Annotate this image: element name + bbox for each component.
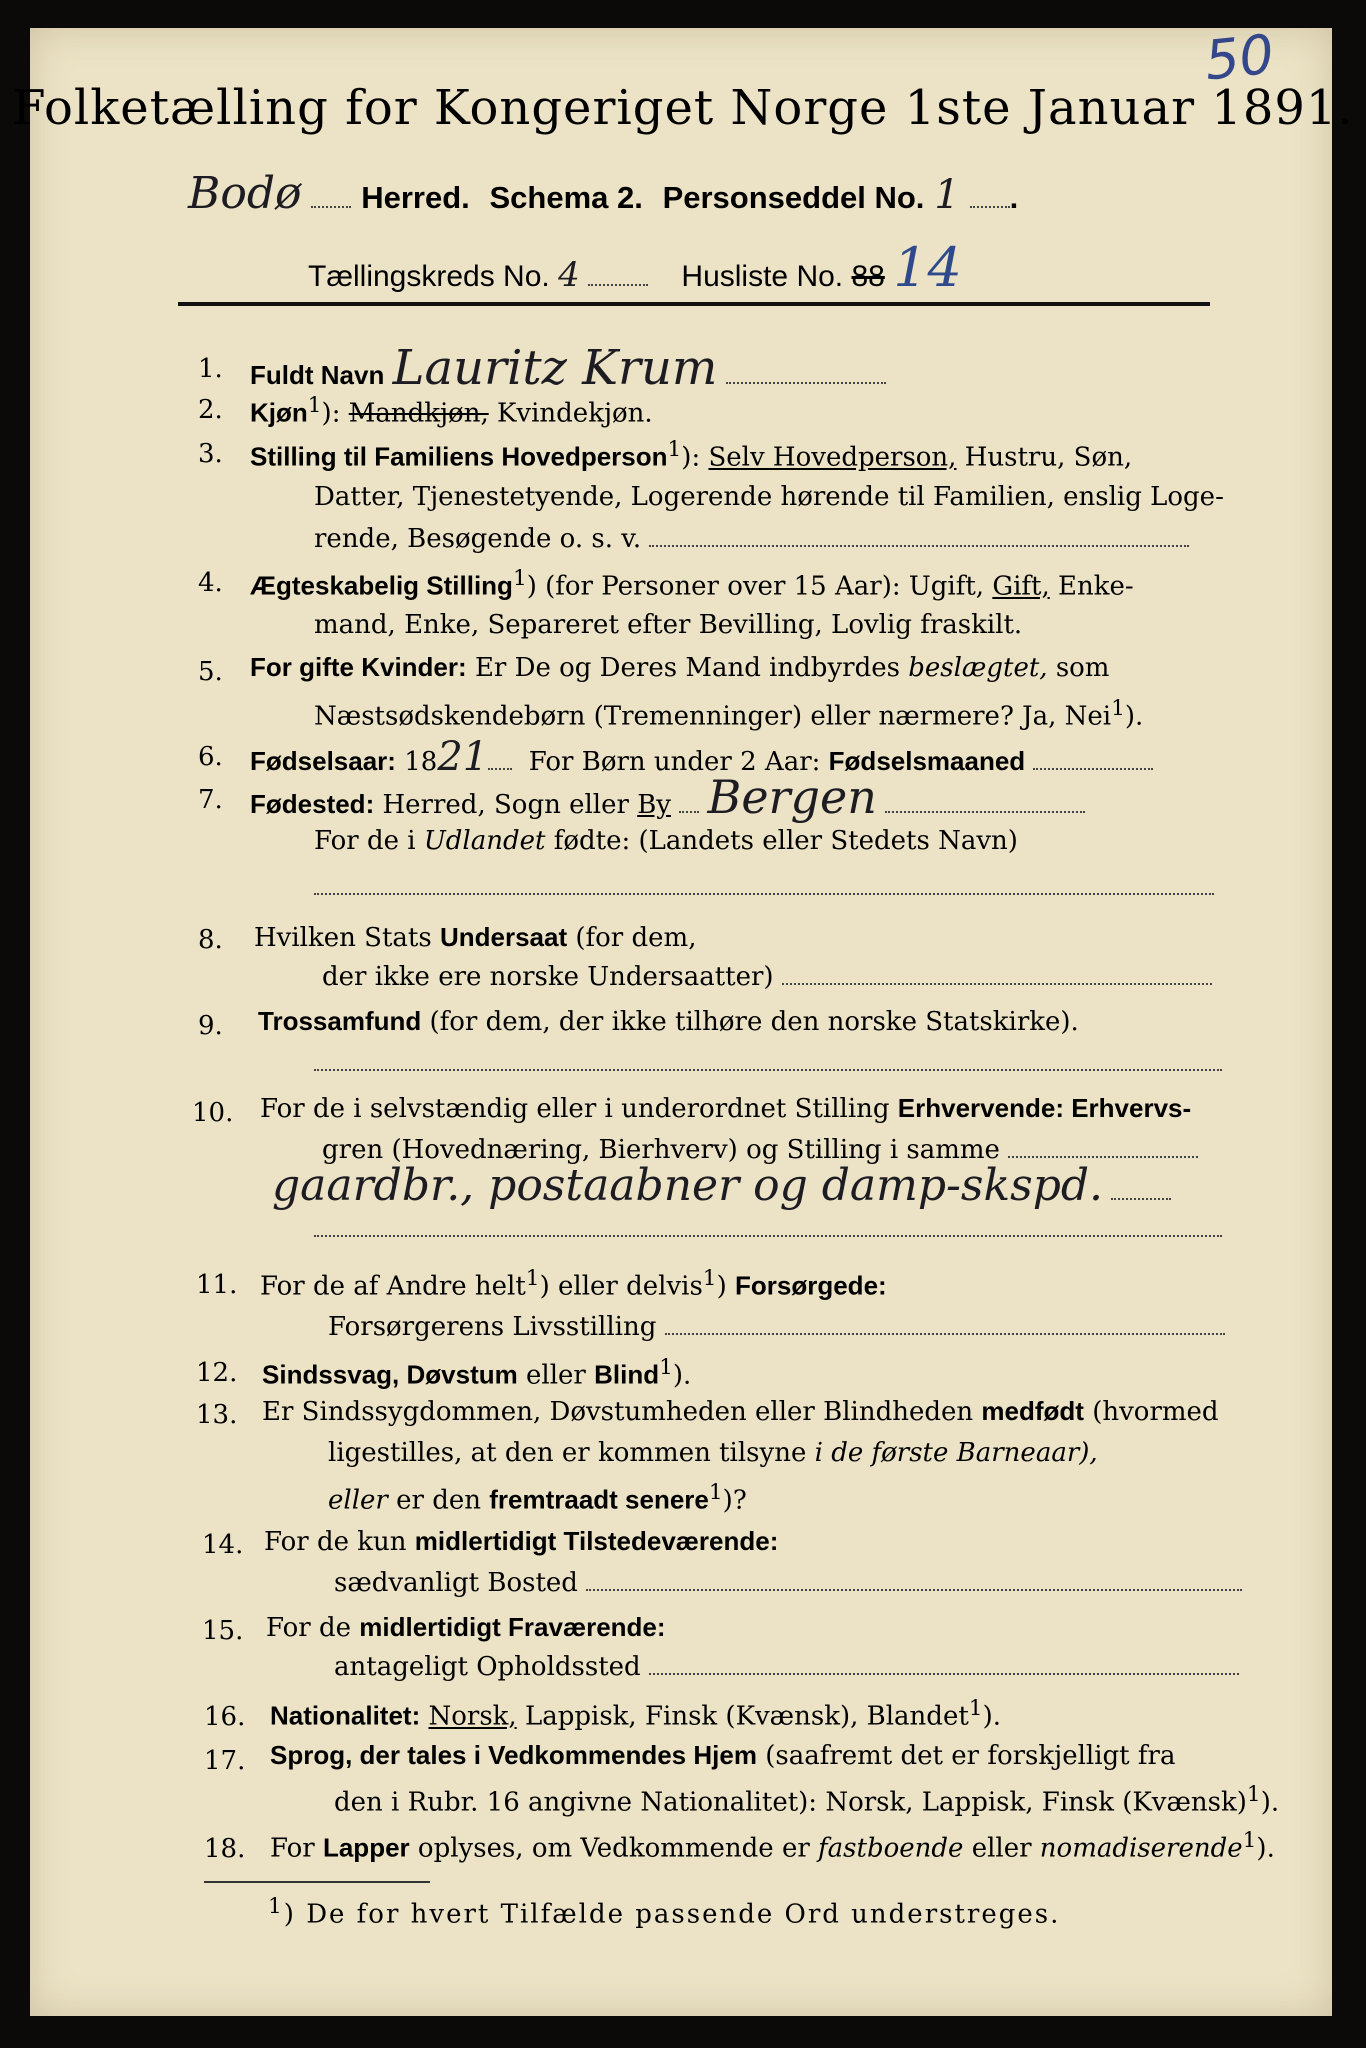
herred-value: Bodø <box>188 168 302 219</box>
form-title: Folketælling for Kongeriget Norge 1ste Januar 1891. <box>12 80 1354 136</box>
q2-label: Kjøn <box>250 397 308 428</box>
q13-tail: (hvormed <box>1092 1397 1219 1427</box>
q8-row <box>254 922 696 953</box>
q3-line-2: Datter, Tjenestetyende, Logerende hørende til Familien, enslig Loge- <box>314 482 1224 512</box>
q8-label: Undersaat <box>439 922 568 952</box>
q7-label: Fødested: <box>250 789 375 819</box>
q12-number: 12. <box>196 1358 238 1388</box>
q3-label: Stilling til Familiens Hovedperson <box>250 441 668 472</box>
personseddel-label: Personseddel No. <box>662 180 925 215</box>
q8-text: Hvilken Stats <box>254 923 432 953</box>
header-rule <box>178 302 1210 306</box>
q15-text: For de <box>266 1613 351 1643</box>
q15-line-2-text: antageligt Opholdssted <box>334 1652 641 1682</box>
header-line-1: Bodø Herred. Schema 2. Personseddel No. 1 . <box>188 168 1019 219</box>
q12-row: Sindssvag, Døvstum eller Blind$^1$). <box>262 1355 692 1391</box>
q16-rest: Lappisk, Finsk (Kvænsk), Blandet <box>524 1701 969 1732</box>
q10-number: 10. <box>192 1098 234 1128</box>
q6-label-2: Fødselsmaaned <box>828 746 1026 776</box>
q18-text-2: oplyses, om Vedkommende er <box>417 1833 810 1864</box>
q7-line-2a: For de i <box>314 826 416 856</box>
q3-line-3 <box>314 524 1189 554</box>
q18-label: Lapper <box>322 1832 410 1863</box>
q15-row <box>266 1612 666 1643</box>
q3-line-3-text: rende, Besøgende o. s. v. <box>314 524 642 554</box>
q6-number: 6. <box>198 742 223 772</box>
q8-line-2 <box>322 962 1212 992</box>
q16-row: Nationalitet: Norsk, Lappisk, Finsk (Kvænsk), Blandet$^1$). <box>270 1696 1001 1732</box>
q7-selected: By <box>637 790 671 820</box>
q13-line-2 <box>328 1438 1098 1468</box>
q2-option-male: Mandkjøn, <box>348 398 489 429</box>
q18-text: For <box>270 1833 315 1864</box>
q14-number: 14. <box>202 1530 244 1560</box>
q7-text: Herred, Sogn eller <box>382 790 629 820</box>
q5-number: 5. <box>198 657 223 687</box>
q18-number: 18. <box>204 1834 246 1864</box>
footnote <box>268 1894 1060 1930</box>
q4-number: 4. <box>198 568 223 598</box>
q1-answer: Lauritz Krum <box>392 340 718 396</box>
q18-italic-2: nomadiserende <box>1039 1833 1243 1864</box>
q7-line-2-italic: Udlandet <box>423 826 546 856</box>
q14-line-2 <box>334 1568 1242 1598</box>
q15-number: 15. <box>202 1616 244 1646</box>
q11-text-2: eller delvis <box>558 1271 703 1302</box>
q14-line-2-text: sædvanligt Bosted <box>334 1568 578 1598</box>
q17-number: 17. <box>204 1746 246 1776</box>
q1-row <box>250 340 886 396</box>
q11-line-2 <box>328 1312 1225 1342</box>
herred-label: Herred. <box>361 180 470 215</box>
q4-row: Ægteskabelig Stilling$^1$) (for Personer over 15 Aar): Ugift, Gift, Enke- <box>250 566 1134 602</box>
q7-line-2b: fødte: (Landets eller Stedets Navn) <box>553 826 1018 856</box>
husliste-struck: 88 <box>851 260 885 293</box>
q18-text-3: eller <box>971 1833 1032 1864</box>
q14-label: midlertidigt Tilstedeværende: <box>414 1526 779 1556</box>
q5-tail: som <box>1055 653 1110 683</box>
q17-line-2: den i Rubr. 16 angivne Nationalitet): Norsk, Lappisk, Finsk (Kvænsk)$^1$). <box>334 1782 1280 1818</box>
q6-answer: 21 <box>437 734 489 780</box>
q13-row <box>262 1396 1219 1427</box>
page-number: 50 <box>1201 22 1277 93</box>
footnote-mark: 1 <box>268 1894 284 1919</box>
q6-text: For Børn under 2 Aar: <box>528 747 821 777</box>
q5-line-2: Næstsødskendebørn (Tremenninger) eller nærmere? Ja, Nei$^1$). <box>314 696 1144 732</box>
q11-number: 11. <box>196 1270 238 1300</box>
q16-selected: Norsk, <box>428 1701 517 1732</box>
q13-label: medfødt <box>981 1396 1084 1426</box>
q15-line-2 <box>334 1652 1239 1682</box>
q8-number: 8. <box>198 925 223 955</box>
schema-label: Schema 2. <box>489 180 643 215</box>
q9-row <box>258 1006 1079 1037</box>
q9-text: (for dem, der ikke tilhøre den norske Statskirke). <box>429 1007 1079 1037</box>
q5-label: For gifte Kvinder: <box>250 652 467 682</box>
q13-line-3: eller er den fremtraadt senere$^1$)? <box>328 1480 747 1516</box>
q2-row: Kjøn$^1$): Mandkjøn, Kvindekjøn. <box>250 393 653 429</box>
personseddel-value: 1 <box>934 172 960 218</box>
header-line-2 <box>308 236 962 299</box>
q3-number: 3. <box>198 439 223 469</box>
q17-line-2-text: den i Rubr. 16 angivne Nationalitet): Norsk, Lappisk, Finsk (Kvænsk) <box>334 1787 1247 1818</box>
q13-line-3-text: er den <box>396 1485 481 1516</box>
q7-answer: Bergen <box>707 770 877 824</box>
q5-italic: beslægtet, <box>908 653 1048 683</box>
q2-sup: 1 <box>307 393 322 418</box>
q5-row <box>250 652 1109 683</box>
q10-line-4 <box>314 1214 1222 1244</box>
q11-label: Forsørgede: <box>735 1270 887 1301</box>
q17-row <box>270 1740 1175 1771</box>
q11-row: For de af Andre helt$^1$) eller delvis$^1$) Forsørgede: <box>260 1266 887 1302</box>
q16-number: 16. <box>204 1702 246 1732</box>
q5-line-2-text: Næstsødskendebørn (Tremenninger) eller nærmere? Ja, Nei <box>314 701 1112 732</box>
q1-number: 1. <box>198 354 223 384</box>
q17-label: Sprog, der tales i Vedkommendes Hjem <box>270 1740 757 1770</box>
footnote-text: ) De for hvert Tilfælde passende Ord understreges. <box>283 1899 1061 1930</box>
q14-row <box>264 1526 778 1557</box>
q7-line-2 <box>314 826 1018 856</box>
q4-label: Ægteskabelig Stilling <box>250 570 513 601</box>
q13-line-2-text: ligestilles, at den er kommen tilsyne <box>328 1438 807 1468</box>
footnote-rule <box>204 1881 430 1883</box>
q17-text: (saafremt det er forskjelligt fra <box>765 1741 1176 1771</box>
q10-answer: gaardbr., postaabner og damp-skspd. <box>272 1160 1104 1211</box>
q18-row: For Lapper oplyses, om Vedkommende er fastboende eller nomadiserende$^1$). <box>270 1828 1275 1864</box>
q15-label: midlertidigt Fraværende: <box>359 1612 666 1642</box>
q2-option-female: Kvindekjøn. <box>496 398 653 429</box>
q6-label: Fødselsaar: <box>250 746 396 776</box>
q8-tail: (for dem, <box>575 923 697 953</box>
q5-text: Er De og Deres Mand indbyrdes <box>474 653 900 683</box>
q3-rest: Hustru, Søn, <box>964 442 1133 473</box>
q9-line-2 <box>314 1048 1222 1078</box>
q6-prefix: 18 <box>404 747 438 777</box>
q13-line-2-italic: i de første Barneaar), <box>814 1438 1098 1468</box>
q10-label: Erhvervende: Erhvervs- <box>897 1093 1192 1123</box>
q10-text: For de i selvstændig eller i underordnet Stilling <box>260 1094 890 1124</box>
q12-text: eller <box>526 1360 586 1391</box>
q1-label: Fuldt Navn <box>250 360 385 390</box>
q11-text: For de af Andre helt <box>260 1271 526 1302</box>
q2-number: 2. <box>198 395 223 425</box>
q16-label: Nationalitet: <box>270 1700 421 1731</box>
kreds-label: Tællingskreds No. <box>308 260 550 293</box>
q10-line-2-text: gren (Hovednæring, Bierhverv) og Stilling i samme <box>322 1135 1000 1165</box>
q13-line-3-bold: fremtraadt senere <box>489 1484 709 1515</box>
q7-line-3 <box>314 872 1214 902</box>
q13-line-3-italic: eller <box>328 1485 388 1516</box>
q12-label: Sindssvag, Døvstum <box>262 1359 518 1390</box>
q4-selected: Gift, <box>992 571 1050 602</box>
q7-number: 7. <box>198 785 223 815</box>
q7-row <box>250 770 1085 824</box>
kreds-value: 4 <box>558 255 580 295</box>
husliste-value: 14 <box>893 236 962 299</box>
q4-tail: Enke- <box>1058 571 1134 602</box>
q18-italic-1: fastboende <box>818 1833 964 1864</box>
q14-text: For de kun <box>264 1527 407 1557</box>
q3-selected: Selv Hovedperson, <box>708 442 957 473</box>
q10-row <box>260 1093 1191 1124</box>
q11-line-2-text: Forsørgerens Livsstilling <box>328 1312 657 1342</box>
husliste-label: Husliste No. <box>681 260 844 293</box>
q9-label: Trossamfund <box>258 1006 422 1036</box>
q13-number: 13. <box>196 1400 238 1430</box>
q12-label-2: Blind <box>594 1359 660 1390</box>
q9-number: 9. <box>198 1011 223 1041</box>
q8-line-2-text: der ikke ere norske Undersaatter) <box>322 962 774 992</box>
q4-text: (for Personer over 15 Aar): Ugift, <box>545 571 985 602</box>
q4-line-2: mand, Enke, Separeret efter Bevilling, Lovlig fraskilt. <box>314 610 1023 640</box>
q3-row: Stilling til Familiens Hovedperson$^1$): Selv Hovedperson, Hustru, Søn, <box>250 437 1133 473</box>
q10-answer-line <box>272 1160 1171 1211</box>
q13-text: Er Sindssygdommen, Døvstumheden eller Blindheden <box>262 1397 974 1427</box>
